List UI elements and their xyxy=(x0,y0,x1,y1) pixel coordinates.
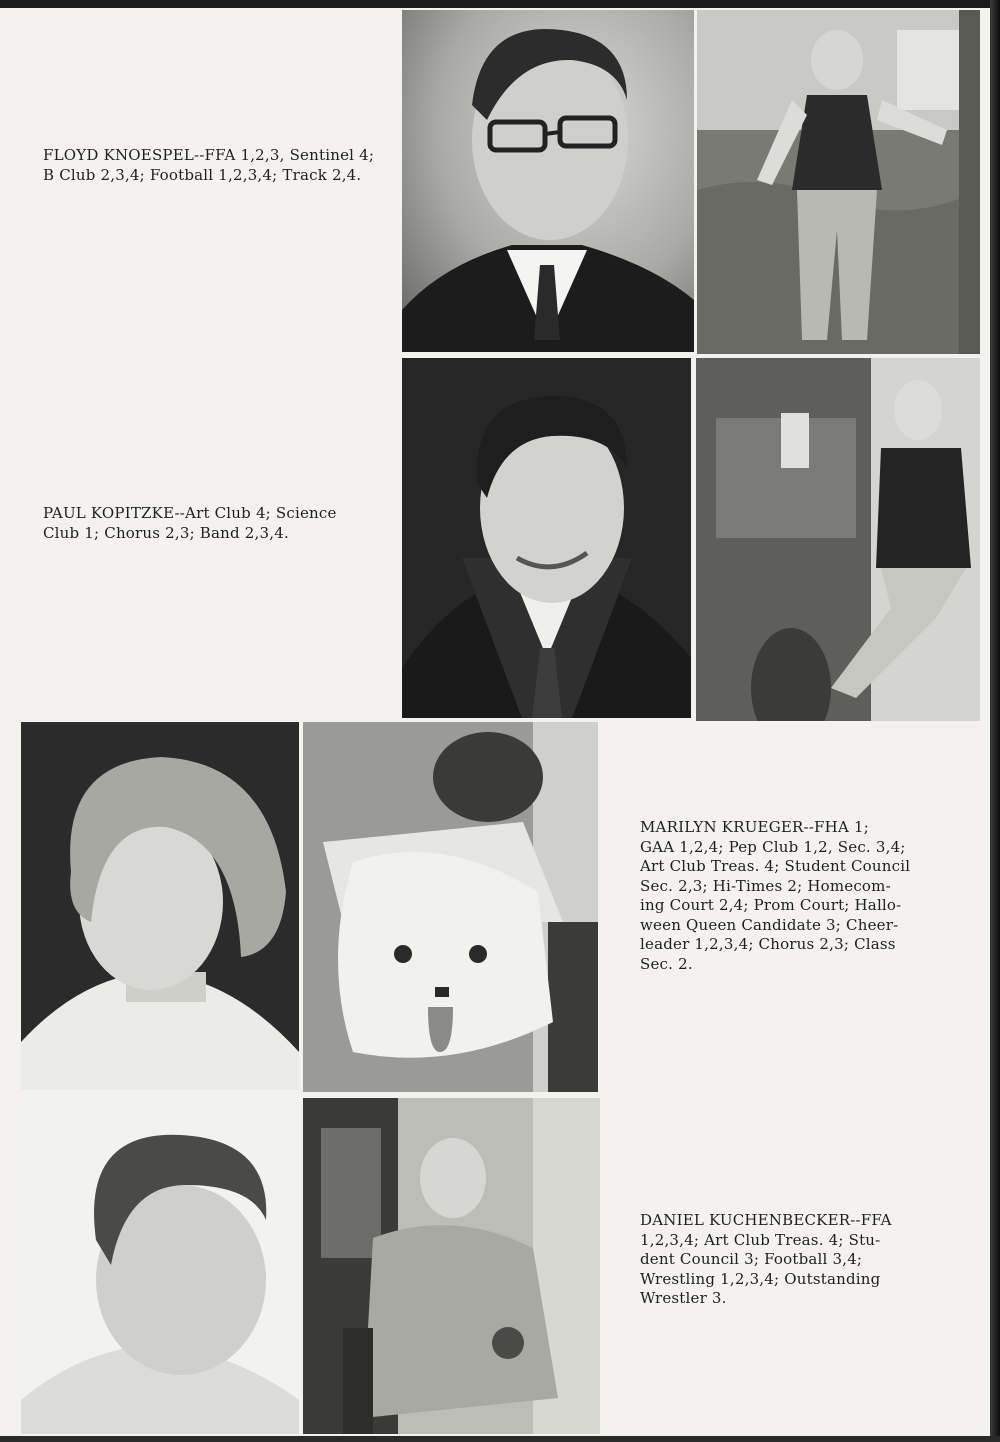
caption-floyd-knoespel: FLOYD KNOESPEL--FFA 1,2,3, Sentinel 4; B Club 2,3,4; Football 1,2,3,4; Track 2,4. xyxy=(43,146,375,184)
candid-photo-icon xyxy=(696,358,980,721)
candid-photo-icon xyxy=(303,722,598,1092)
portrait-photo-icon xyxy=(402,10,694,352)
candid-photo-daniel-kuchenbecker xyxy=(303,1098,600,1434)
candid-photo-icon xyxy=(303,1098,600,1434)
caption-daniel-kuchenbecker: DANIEL KUCHENBECKER--FFA 1,2,3,4; Art Club Treas. 4; Stu- dent Council 3; Football 3,4; Wrestling 1,2,3,4; Outstanding Wrestler 3. xyxy=(640,1211,892,1307)
page-bottom-edge xyxy=(0,1436,1000,1442)
candid-photo-floyd-knoespel xyxy=(697,10,980,354)
portrait-photo-icon xyxy=(402,358,691,718)
portrait-photo-marilyn-krueger xyxy=(21,722,299,1090)
page-right-edge xyxy=(990,0,1000,1442)
portrait-photo-floyd-knoespel xyxy=(402,10,694,352)
portrait-photo-daniel-kuchenbecker xyxy=(21,1100,299,1434)
candid-photo-paul-kopitzke xyxy=(696,358,980,721)
page-top-edge xyxy=(0,0,1000,8)
candid-photo-icon xyxy=(697,10,980,354)
caption-marilyn-krueger: MARILYN KRUEGER--FHA 1; GAA 1,2,4; Pep Club 1,2, Sec. 3,4; Art Club Treas. 4; Student Council Sec. 2,3; Hi-Times 2; Homecom- ing Court 2,4; Prom Court; Hallo- ween Queen Candidate 3; Cheer- leader 1,2,3,4; Chorus 2,3; Class Sec. 2. xyxy=(640,818,911,973)
candid-photo-marilyn-krueger xyxy=(303,722,598,1092)
portrait-photo-icon xyxy=(21,1100,299,1434)
caption-paul-kopitzke: PAUL KOPITZKE--Art Club 4; Science Club 1; Chorus 2,3; Band 2,3,4. xyxy=(43,504,337,542)
portrait-photo-paul-kopitzke xyxy=(402,358,691,718)
portrait-photo-icon xyxy=(21,722,299,1090)
